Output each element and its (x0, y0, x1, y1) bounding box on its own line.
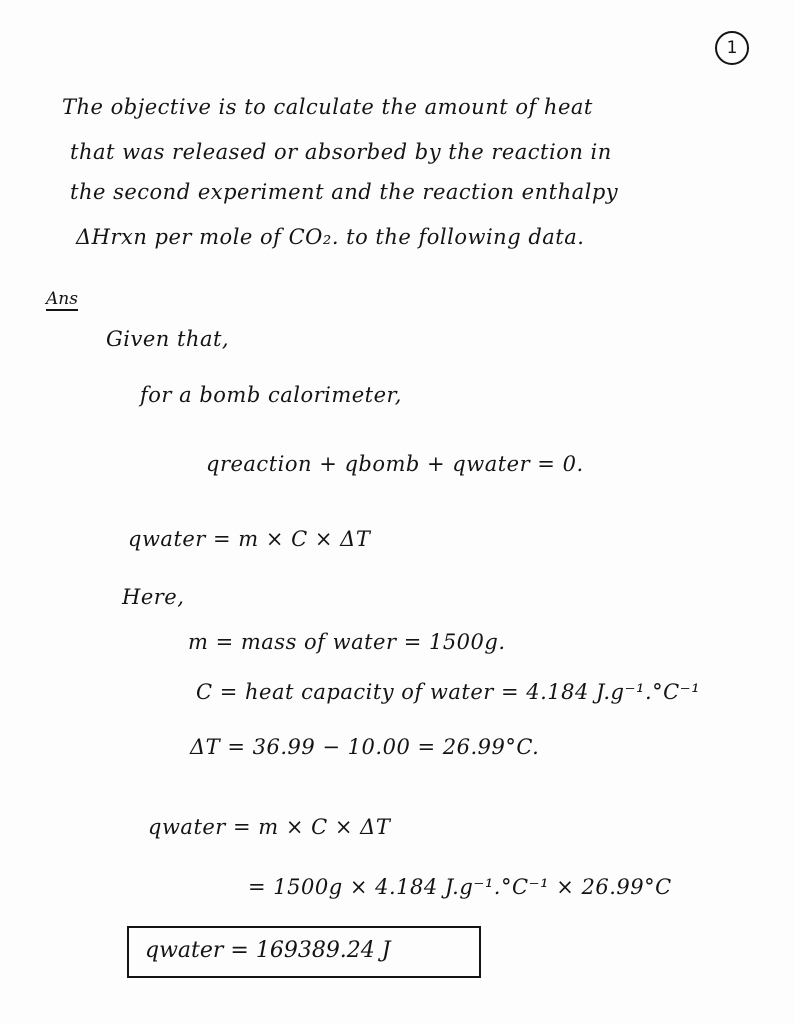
energy-balance-equation: qreaction + qbomb + qwater = 0. (206, 452, 584, 476)
temperature-change: ΔT = 36.99 − 10.00 = 26.99°C. (190, 735, 540, 759)
answer-label: Ans (46, 289, 78, 309)
heat-capacity-of-water: C = heat capacity of water = 4.184 J.g⁻¹.°C⁻¹ (196, 680, 701, 704)
objective-line-3: the second experiment and the reaction enthalpy (70, 180, 619, 204)
page-number: 1 (715, 31, 749, 65)
q-water-formula: qwater = m × C × ΔT (128, 527, 371, 551)
final-answer-box (127, 926, 481, 978)
given-that: Given that, (106, 327, 230, 351)
objective-line-1: The objective is to calculate the amount of heat (62, 95, 593, 119)
objective-line-2: that was released or absorbed by the reaction in (70, 140, 612, 164)
mass-of-water: m = mass of water = 1500g. (188, 630, 506, 654)
here-label: Here, (122, 585, 185, 609)
objective-line-4: ΔHrxn per mole of CO₂. to the following data. (76, 225, 585, 249)
q-water-formula-repeat: qwater = m × C × ΔT (148, 815, 391, 839)
final-answer: qwater = 169389.24 J (145, 938, 391, 963)
bomb-calorimeter-heading: for a bomb calorimeter, (140, 383, 402, 407)
substitution-line: = 1500g × 4.184 J.g⁻¹.°C⁻¹ × 26.99°C (248, 875, 672, 899)
